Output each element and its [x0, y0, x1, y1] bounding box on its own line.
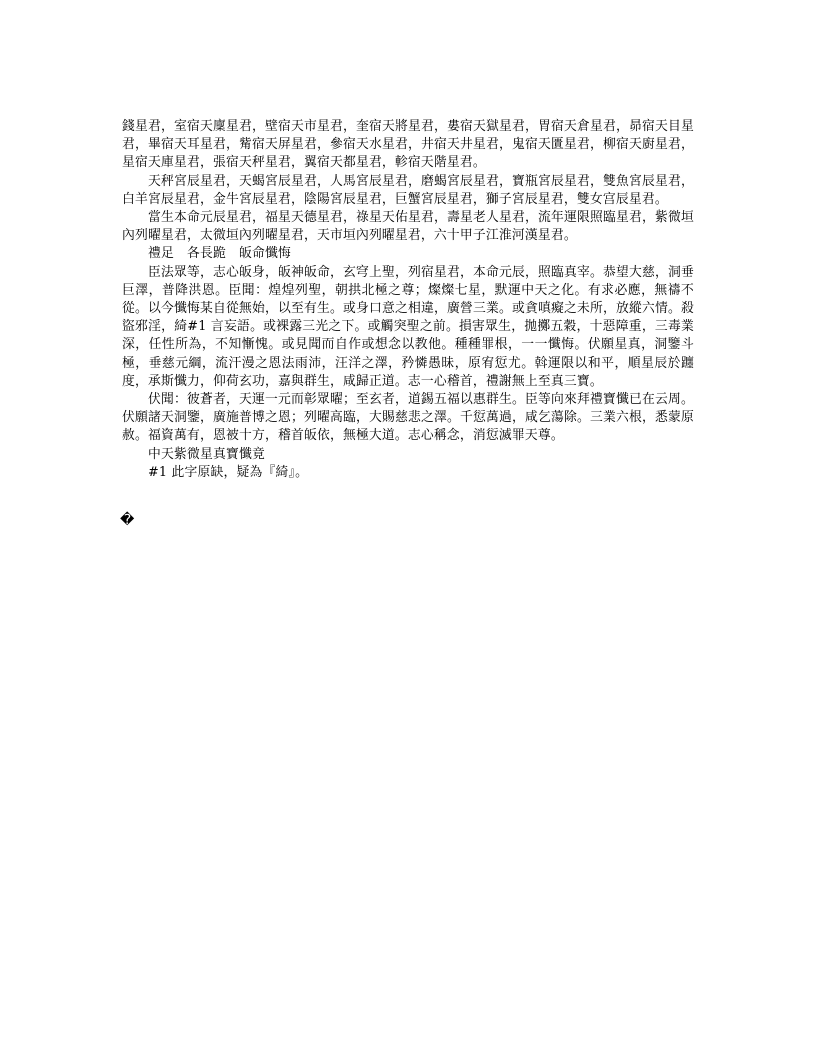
paragraph-lunar-mansions: 錢星君，室宿天廩星君，壁宿天市星君，奎宿天將星君，婁宿天獄星君，胃宿天倉星君，昴宿天目星君，畢宿天耳星君，觜宿天屏星君，參宿天水星君，井宿天井星君，鬼宿天匱星君，柳宿天廚星君，星宿天庫星君，張宿天秤星君，翼宿天都星君，軫宿天階星君。: [122, 119, 694, 171]
paragraph-confession: 臣法眾等，志心皈身，皈神皈命，玄穹上聖，列宿星君，本命元辰，照臨真宰。恭望大慈，洞垂巨澤，普降洪恩。臣聞：煌煌列聖，朝拱北極之尊；燦燦七星，默運中天之化。有求必應，無禱不從。以今懺悔某自從無始，以至有生。或身口意之相違，廣營三業。或貪嗔癡之未所，放縱六情。殺盜邪淫，綺#1 言妄語。或裸露三光之下。或觸突聖之前。損害眾生，拋擲五穀，十惡障重，三毒業深，任性所為，不知慚愧。或見聞而自作或想念以教他。種種罪根，一一懺悔。伏願星真，洞鑒斗極，垂慈元綱，流汗漫之恩法雨沛，汪洋之澤，矜憐愚昧，原宥愆尤。斡運限以和平，順星辰於躔度，承斯懺力，仰荷玄功，嘉與群生，咸歸正道。志一心稽首，禮謝無上至真三寶。: [122, 264, 694, 389]
ritual-instruction: 禮足 各長跪 皈命懺悔: [148, 246, 291, 262]
footnote: #1 此字原缺，疑為『綺』。: [148, 464, 309, 480]
replacement-character-glyph: �: [120, 512, 135, 528]
scripture-end-title: 中天紫微星真寶懺竟: [148, 446, 265, 462]
paragraph-natal-stars: 當生本命元辰星君，福星天德星君，祿星天佑星君，壽星老人星君，流年運限照臨星君，紫微垣內列曜星君，太微垣內列曜星君，天市垣內列曜星君，六十甲子江淮河漢星君。: [122, 210, 694, 244]
paragraph-zodiac-palaces: 天秤宮辰星君，天蝎宮辰星君，人馬宮辰星君，磨蝎宮辰星君，寶瓶宮辰星君，雙魚宮辰星君，白羊宮辰星君，金牛宮辰星君，陰陽宮辰星君，巨蟹宮辰星君，獅子宮辰星君，雙女宫辰星君。: [122, 173, 694, 207]
paragraph-closing-prayer: 伏聞：彼蒼者，天運一元而彰眾曜；至玄者，道錫五福以惠群生。臣等向來拜禮寶懺已在云周。伏願諸天洞鑒，廣施普博之恩；列曜高臨，大賜慈悲之澤。千愆萬過，咸乞蕩除。三業六根，悉蒙原赦。福資萬有，恩被十方，稽首皈依，無極大道。志心稱念，消愆滅罪天尊。: [122, 392, 694, 444]
document-body: [122, 118, 694, 482]
